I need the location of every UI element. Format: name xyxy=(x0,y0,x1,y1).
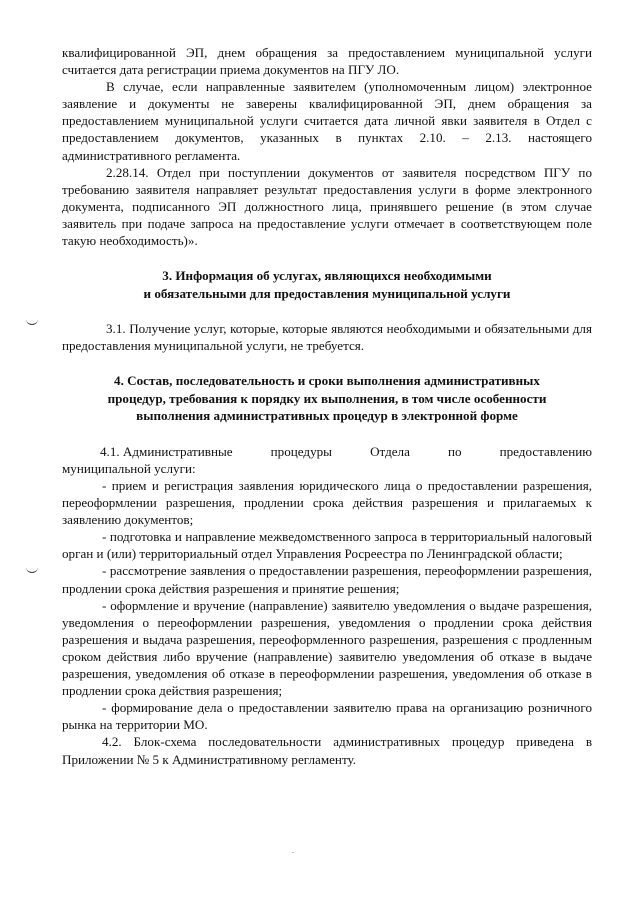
margin-mark-upper xyxy=(26,318,38,325)
paragraph-4-2: 4.2. Блок-схема последовательности административных процедур приведена в Приложении № 5 к Административному регламенту. xyxy=(62,734,592,767)
section-4-heading-line-1: 4. Состав, последовательность и сроки выполнения административных xyxy=(114,373,540,389)
paragraph-4-1-rest: муниципальной услуги: xyxy=(62,460,196,476)
document-page xyxy=(62,44,592,768)
list-item-review: - рассмотрение заявления о предоставлении разрешения, переоформлении разрешения, продлении срока действия разрешения и принятие решения; xyxy=(62,563,592,596)
list-item-interagency-request: - подготовка и направление межведомственного запроса в территориальный налоговый орган и (или) территориальный отдел Управления Росреестра по Ленинградской области; xyxy=(62,529,592,562)
word: 4.1. Административные xyxy=(100,443,233,459)
section-3-heading-line-1: 3. Информация об услугах, являющихся необходимыми xyxy=(162,268,492,284)
word: Отдела xyxy=(370,443,410,459)
paragraph-2-28-14: 2.28.14. Отдел при поступлении документов от заявителя посредством ПГУ по требованию заявителя направляет результат предоставления услуги в форме электронного документа, подписанного ЭП должностного лица, принявшего решение (в этом случае заявитель при подаче запроса на предоставление услуги отмечает в соответствующем поле такую необходимость)». xyxy=(62,164,592,249)
list-item-notification: - оформление и вручение (направление) заявителю уведомления о выдаче разрешения, уведомления о переоформлении разрешения, уведомления о продлении срока действия разрешения и выдача разрешения, переоформленного разрешения, разрешения с продленным сроком действия либо вручение (направление) заявителю уведомления об отказе в выдаче разрешения, уведомления об отказе в переоформлении разрешения, уведомления об отказе в продлении срока действия разрешения; xyxy=(62,597,592,699)
margin-mark-lower xyxy=(26,566,38,573)
scan-speck xyxy=(292,852,294,853)
paragraph-3-1: 3.1. Получение услуг, которые, которые являются необходимыми и обязательными для предоставления муниципальной услуги, не требуется. xyxy=(62,321,592,354)
paragraph-not-certified: В случае, если направленные заявителем (уполномоченным лицом) электронное заявление и документы не заверены квалифицированной ЭП, днем обращения за предоставлением муниципальной услуги считается дата личной явки заявителя в Отдел с предоставлением документов, указанных в пунктах 2.10. – 2.13. настоящего административного регламента. xyxy=(62,79,592,163)
list-item-case-file: - формирование дела о предоставлении заявителю права на организацию розничного рынка на территории МО. xyxy=(62,700,592,733)
paragraph-4-1-first-line xyxy=(62,443,592,460)
section-3-heading-line-2: и обязательными для предоставления муниципальной услуги xyxy=(143,285,511,301)
section-4-heading-line-2: процедур, требования к порядку их выполнения, в том числе особенности xyxy=(107,390,547,406)
word: по xyxy=(447,443,462,459)
paragraph-ep-registration: квалифицированной ЭП, днем обращения за предоставлением муниципальной услуги считается дата регистрации приема документов на ПГУ ЛО. xyxy=(62,45,592,78)
section-4-heading-line-3: выполнения административных процедур в электронной форме xyxy=(136,408,518,424)
list-item-reception: - прием и регистрация заявления юридического лица о предоставлении разрешения, переоформлении разрешения, продлении срока действия разрешения и прилагаемых к заявлению документов; xyxy=(62,478,592,528)
word: предоставлению xyxy=(499,443,592,459)
word: процедуры xyxy=(270,443,332,459)
